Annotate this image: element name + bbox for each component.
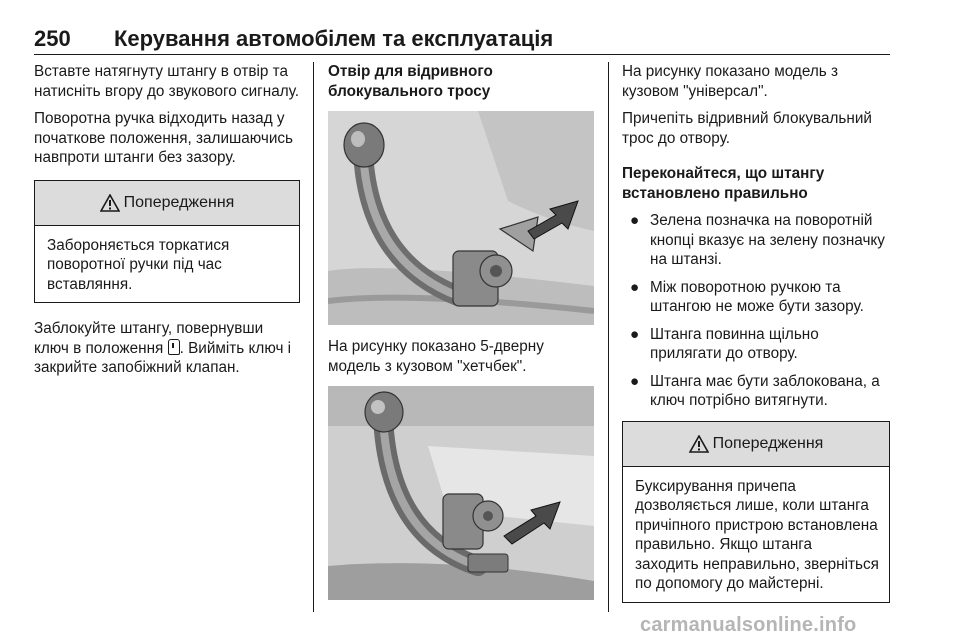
tow-bar-illustration-estate (328, 386, 594, 600)
check-list-item-text: Штанга повинна щільно прилягати до отвору. (650, 325, 819, 362)
paragraph-attach-cable: Причепіть відривний блокувальний трос до отвору. (622, 110, 872, 147)
caption-hatchback: На рисунку показано 5-дверну модель з кузовом "хетчбек". (328, 338, 544, 375)
page-title: Керування автомобілем та експлуатація (114, 26, 554, 51)
paragraph-lock-bar (34, 319, 300, 378)
figure-hatchback-tow-bar (328, 111, 594, 325)
caption-estate: На рисунку показано модель з кузовом "універсал". (622, 63, 839, 100)
check-list-item (622, 278, 890, 317)
section-heading-eyelet: Отвір для відривного блокувального тросу (328, 63, 493, 100)
check-list-item-text: Штанга має бути заблокована, а ключ потрібно витягнути. (650, 372, 880, 409)
page-number: 250 (34, 26, 71, 51)
column-3 (622, 62, 890, 619)
warning-title: Попередження (712, 434, 824, 452)
lock-text-start: Заблокуйте штангу, повернувши ключ в положення (34, 320, 264, 357)
check-list-item-text: Між поворотною ручкою та штангою не може бути зазору. (650, 278, 864, 315)
check-list (622, 211, 890, 411)
header-rule (34, 54, 890, 55)
section-heading-check: Переконайтеся, що штангу встановлено правильно (622, 165, 825, 202)
warning-body: Буксирування причепа дозволяється лише, коли штанга причіпного пристрою встановлена правильно. Якщо штанга заходить неправильно, зверніться по допомогу до майстерні. (635, 477, 879, 592)
column-divider-right (608, 62, 609, 612)
warning-triangle-icon (689, 435, 709, 453)
check-list-item (622, 372, 890, 411)
warning-triangle-icon (100, 194, 120, 212)
column-2 (328, 62, 594, 612)
page-header (34, 20, 890, 52)
bullet-icon: ● (630, 212, 640, 229)
column-1 (34, 62, 300, 386)
watermark: carmanualsonline.info (640, 614, 857, 636)
key-lock-position-icon (168, 339, 180, 355)
check-list-item-text: Зелена позначка на поворотній кнопці вказує на зелену позначку на штанзі. (650, 212, 885, 268)
lock-text-end: . Вийміть ключ і закрийте запобіжний клапан. (34, 339, 292, 376)
check-list-item (622, 211, 890, 270)
warning-header (623, 422, 889, 467)
paragraph-insert-bar: Вставте натягнуту штангу в отвір та натисніть вгору до звукового сигналу. (34, 63, 299, 100)
column-divider-left (313, 62, 314, 612)
paragraph-rotary-knob: Поворотна ручка відходить назад у початкове положення, залишаючись навпроти штанги без зазору. (34, 110, 294, 166)
tow-bar-illustration-hatchback (328, 111, 594, 325)
bullet-icon: ● (630, 372, 640, 390)
check-list-item (622, 325, 890, 364)
bullet-icon: ● (630, 278, 640, 296)
bullet-icon: ● (630, 325, 640, 343)
warning-box (34, 180, 300, 304)
warning-box-towing (622, 421, 890, 603)
warning-title: Попередження (123, 193, 235, 211)
figure-estate-tow-bar (328, 386, 594, 600)
warning-body: Забороняється торкатися поворотної ручки під час вставляння. (47, 236, 230, 293)
warning-header (35, 181, 299, 226)
